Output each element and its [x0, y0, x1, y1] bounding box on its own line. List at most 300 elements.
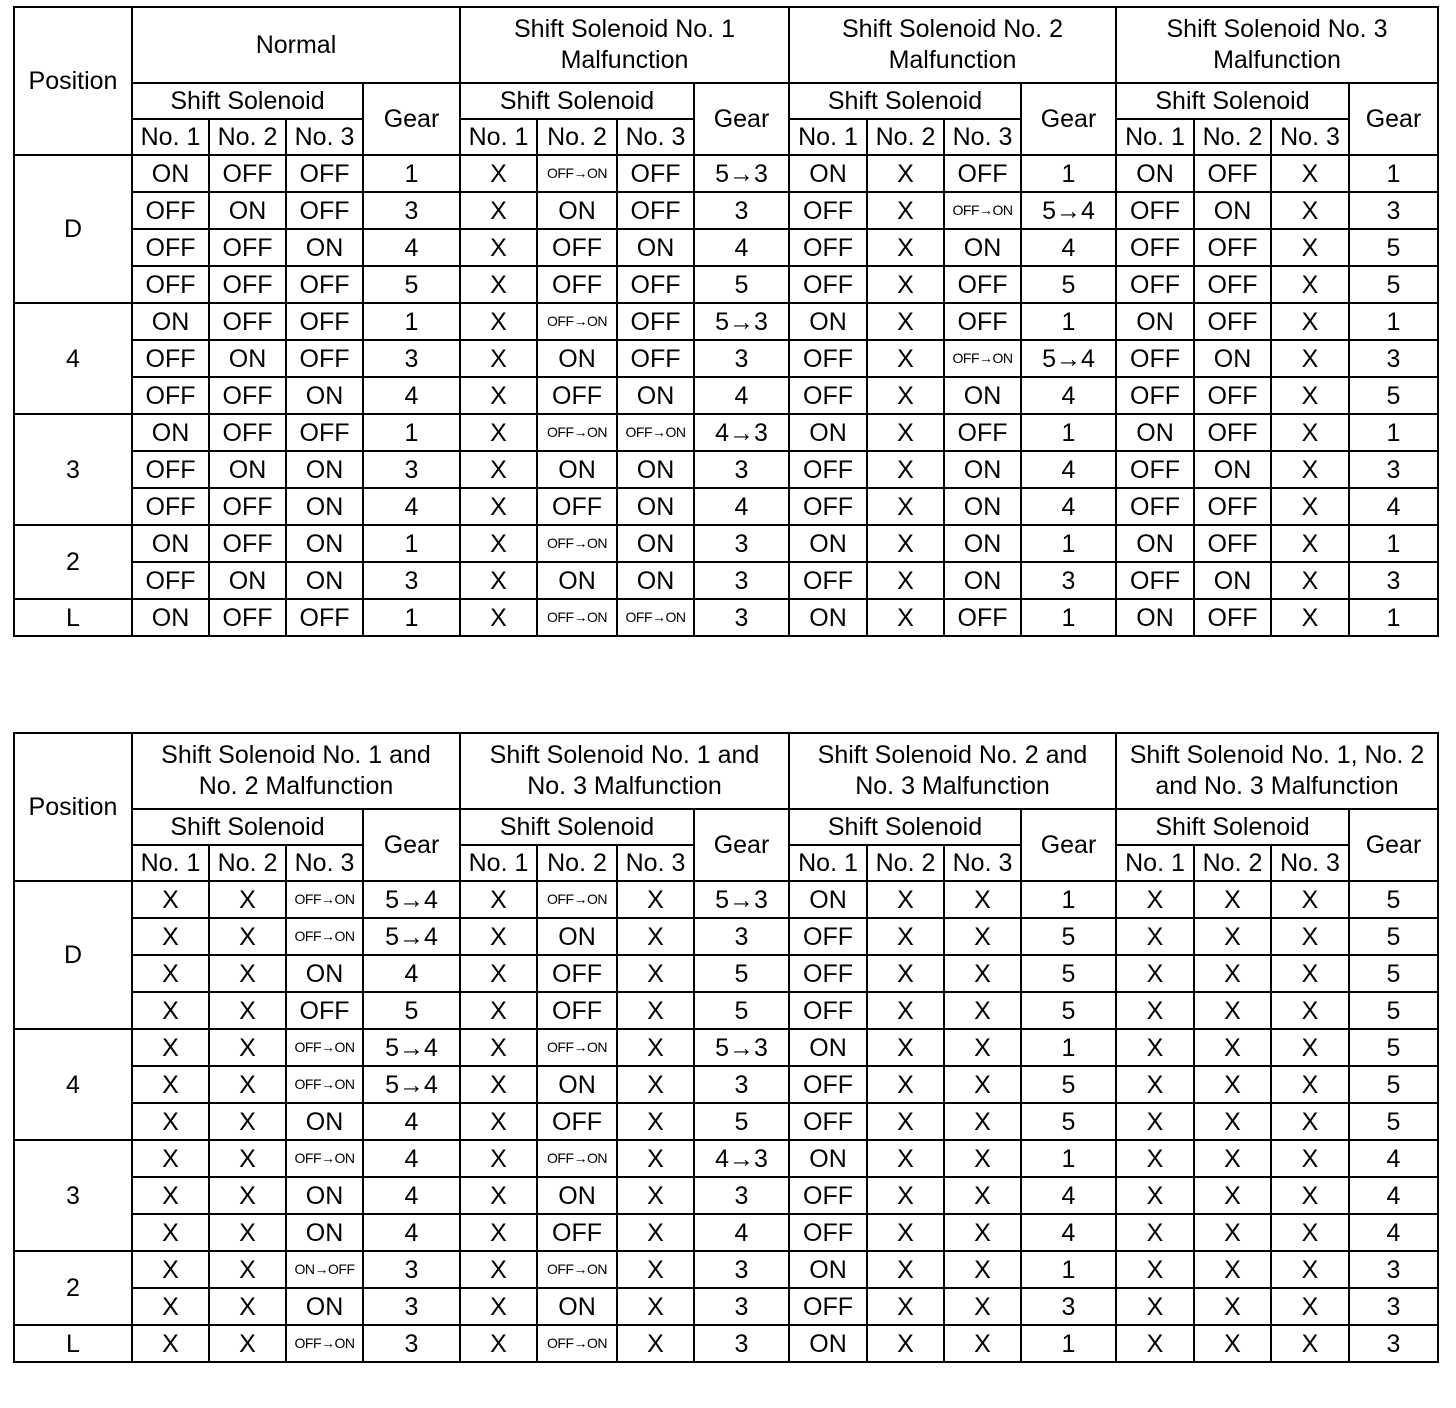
gear-cell: 3 — [694, 1325, 789, 1362]
group-header: Shift Solenoid No. 3 Malfunction — [1116, 7, 1438, 83]
solenoid-state-cell: X — [867, 451, 944, 488]
table-row — [14, 562, 1438, 599]
solenoid-state-cell: OFF — [209, 229, 286, 266]
solenoid-state-cell: X — [1194, 955, 1271, 992]
solenoid-state-cell: X — [867, 992, 944, 1029]
solenoid-state-cell: OFF — [789, 488, 867, 525]
solenoid-state-cell: OFF — [1116, 488, 1194, 525]
solenoid-state-cell: ON — [286, 1288, 363, 1325]
gear-cell: 3 — [694, 192, 789, 229]
gear-cell: 5 — [1021, 266, 1116, 303]
solenoid-state-cell: ON — [537, 1177, 617, 1214]
solenoid-state-cell: OFF→ON — [537, 414, 617, 451]
solenoid-state-cell: OFF — [286, 414, 363, 451]
solenoid-state-cell: OFF — [1194, 266, 1271, 303]
gear-cell: 3 — [694, 562, 789, 599]
solenoid-state-cell: X — [867, 266, 944, 303]
gear-cell: 1 — [1349, 155, 1438, 192]
gear-cell: 3 — [363, 562, 460, 599]
table-row — [14, 881, 1438, 918]
table-row — [14, 1029, 1438, 1066]
solenoid-state-cell: X — [132, 1029, 209, 1066]
solenoid-state-cell: X — [1116, 1066, 1194, 1103]
solenoid-number-header: No. 1 — [1116, 845, 1194, 881]
gear-cell: 5 — [1349, 918, 1438, 955]
gear-cell: 5 — [1021, 1103, 1116, 1140]
gear-cell: 3 — [1021, 562, 1116, 599]
solenoid-state-cell: OFF→ON — [537, 303, 617, 340]
gear-cell: 1 — [1349, 599, 1438, 636]
gear-cell: 5 — [363, 992, 460, 1029]
solenoid-state-cell: OFF — [1194, 155, 1271, 192]
gear-cell: 5 — [1349, 266, 1438, 303]
solenoid-state-cell: X — [1116, 881, 1194, 918]
gear-cell: 4 — [363, 488, 460, 525]
solenoid-state-cell: X — [867, 155, 944, 192]
solenoid-state-cell: X — [460, 1214, 537, 1251]
solenoid-state-cell: X — [209, 1066, 286, 1103]
group-header: Shift Solenoid No. 2 and No. 3 Malfunction — [789, 733, 1116, 809]
solenoid-state-cell: OFF — [1116, 451, 1194, 488]
solenoid-state-cell: X — [132, 1214, 209, 1251]
gear-cell: 4 — [363, 1103, 460, 1140]
solenoid-state-cell: X — [1271, 881, 1349, 918]
solenoid-state-cell: X — [617, 1066, 694, 1103]
solenoid-state-cell: OFF — [286, 155, 363, 192]
solenoid-number-header: No. 2 — [1194, 845, 1271, 881]
gear-cell: 5 — [1021, 992, 1116, 1029]
gear-cell: 5 — [1021, 955, 1116, 992]
solenoid-state-cell: ON — [789, 881, 867, 918]
solenoid-state-cell: X — [209, 1288, 286, 1325]
solenoid-state-cell: X — [617, 1251, 694, 1288]
solenoid-state-cell: OFF — [537, 955, 617, 992]
solenoid-state-cell: X — [1271, 1177, 1349, 1214]
solenoid-state-cell: X — [617, 1029, 694, 1066]
solenoid-state-cell: X — [1271, 155, 1349, 192]
solenoid-state-cell: X — [460, 1029, 537, 1066]
solenoid-state-cell: X — [867, 488, 944, 525]
solenoid-state-cell: X — [209, 1214, 286, 1251]
solenoid-state-cell: ON — [617, 229, 694, 266]
solenoid-state-cell: OFF — [537, 266, 617, 303]
solenoid-state-cell: ON — [286, 955, 363, 992]
solenoid-state-cell: ON — [789, 1325, 867, 1362]
table-row — [14, 229, 1438, 266]
group-header: Shift Solenoid No. 1 Malfunction — [460, 7, 789, 83]
solenoid-state-cell: OFF — [789, 451, 867, 488]
solenoid-state-cell: ON — [789, 155, 867, 192]
position-header: Position — [14, 7, 132, 155]
gear-cell: 1 — [1021, 1140, 1116, 1177]
gear-cell: 5 — [1349, 1103, 1438, 1140]
table-row — [14, 1140, 1438, 1177]
gear-cell: 4 — [1021, 229, 1116, 266]
solenoid-state-cell: ON — [132, 525, 209, 562]
solenoid-state-cell: X — [1271, 377, 1349, 414]
gear-cell: 3 — [363, 1288, 460, 1325]
solenoid-state-cell: ON — [209, 340, 286, 377]
solenoid-state-cell: ON — [286, 562, 363, 599]
solenoid-state-cell: X — [1194, 1066, 1271, 1103]
solenoid-state-cell: X — [1271, 414, 1349, 451]
gear-cell: 5 — [694, 955, 789, 992]
solenoid-state-cell: X — [1194, 1029, 1271, 1066]
solenoid-state-cell: X — [1271, 599, 1349, 636]
solenoid-state-cell: OFF — [537, 992, 617, 1029]
solenoid-state-cell: OFF→ON — [537, 1029, 617, 1066]
solenoid-number-header: No. 1 — [789, 845, 867, 881]
gear-cell: 4 — [694, 488, 789, 525]
gear-header: Gear — [363, 809, 460, 881]
gear-cell: 5 — [1349, 1066, 1438, 1103]
solenoid-state-cell: ON — [789, 1029, 867, 1066]
solenoid-state-cell: ON — [132, 155, 209, 192]
solenoid-state-cell: ON — [944, 451, 1021, 488]
solenoid-state-cell: X — [460, 192, 537, 229]
solenoid-state-cell: ON — [944, 525, 1021, 562]
solenoid-state-cell: ON — [789, 303, 867, 340]
solenoid-number-header: No. 1 — [789, 119, 867, 155]
solenoid-number-header: No. 2 — [209, 119, 286, 155]
solenoid-state-cell: OFF — [1194, 229, 1271, 266]
solenoid-state-cell: OFF — [789, 1288, 867, 1325]
gear-cell: 5 — [694, 1103, 789, 1140]
gear-cell: 5 — [363, 266, 460, 303]
solenoid-state-cell: X — [460, 881, 537, 918]
solenoid-number-header: No. 1 — [460, 119, 537, 155]
solenoid-state-cell: ON — [537, 1288, 617, 1325]
solenoid-state-cell: X — [460, 340, 537, 377]
solenoid-state-cell: OFF — [209, 303, 286, 340]
solenoid-state-cell: ON — [132, 414, 209, 451]
gear-cell: 1 — [363, 525, 460, 562]
solenoid-state-cell: OFF — [617, 303, 694, 340]
solenoid-state-cell: OFF→ON — [286, 918, 363, 955]
solenoid-state-cell: X — [1271, 918, 1349, 955]
position-cell: L — [14, 1325, 132, 1362]
solenoid-state-cell: OFF — [1116, 340, 1194, 377]
table-row — [14, 1103, 1438, 1140]
position-cell: D — [14, 155, 132, 303]
gear-cell: 3 — [694, 340, 789, 377]
gear-cell: 5→3 — [694, 1029, 789, 1066]
position-cell: D — [14, 881, 132, 1029]
solenoid-state-cell: X — [1194, 992, 1271, 1029]
solenoid-state-cell: X — [460, 488, 537, 525]
solenoid-state-cell: X — [944, 955, 1021, 992]
solenoid-state-cell: ON→OFF — [286, 1251, 363, 1288]
gear-cell: 1 — [1021, 414, 1116, 451]
solenoid-state-cell: OFF→ON — [286, 881, 363, 918]
gear-cell: 5→4 — [363, 1029, 460, 1066]
gear-cell: 1 — [1021, 155, 1116, 192]
solenoid-state-cell: OFF — [617, 192, 694, 229]
table-row — [14, 1177, 1438, 1214]
solenoid-state-cell: X — [944, 992, 1021, 1029]
gear-cell: 5 — [1349, 955, 1438, 992]
shift-solenoid-header: Shift Solenoid — [132, 83, 363, 119]
solenoid-state-cell: ON — [209, 192, 286, 229]
solenoid-table-multiple-malfunction — [13, 732, 1439, 1363]
solenoid-state-cell: X — [460, 414, 537, 451]
gear-cell: 4 — [1021, 1214, 1116, 1251]
solenoid-state-cell: X — [1116, 955, 1194, 992]
table-row — [14, 340, 1438, 377]
group-header: Shift Solenoid No. 2 Malfunction — [789, 7, 1116, 83]
solenoid-state-cell: X — [1116, 1251, 1194, 1288]
group-header: Shift Solenoid No. 1, No. 2 and No. 3 Malfunction — [1116, 733, 1438, 809]
solenoid-state-cell: ON — [1116, 599, 1194, 636]
solenoid-state-cell: X — [617, 1214, 694, 1251]
group-header: Shift Solenoid No. 1 and No. 3 Malfunction — [460, 733, 789, 809]
solenoid-state-cell: X — [460, 1251, 537, 1288]
table-row — [14, 1214, 1438, 1251]
position-header: Position — [14, 733, 132, 881]
solenoid-state-cell: X — [460, 918, 537, 955]
table-row — [14, 451, 1438, 488]
solenoid-state-cell: OFF→ON — [286, 1029, 363, 1066]
solenoid-state-cell: X — [867, 1325, 944, 1362]
gear-cell: 5→4 — [1021, 192, 1116, 229]
solenoid-state-cell: X — [617, 881, 694, 918]
solenoid-state-cell: X — [867, 1214, 944, 1251]
table-row — [14, 155, 1438, 192]
solenoid-state-cell: X — [1116, 1103, 1194, 1140]
solenoid-state-cell: OFF — [286, 192, 363, 229]
solenoid-state-cell: X — [867, 1140, 944, 1177]
table-row — [14, 192, 1438, 229]
solenoid-state-cell: X — [132, 1066, 209, 1103]
solenoid-number-header: No. 3 — [286, 119, 363, 155]
solenoid-number-header: No. 3 — [1271, 845, 1349, 881]
shift-solenoid-header: Shift Solenoid — [460, 809, 694, 845]
solenoid-state-cell: X — [460, 992, 537, 1029]
solenoid-number-header: No. 3 — [617, 119, 694, 155]
solenoid-state-cell: OFF — [1116, 562, 1194, 599]
solenoid-state-cell: X — [867, 562, 944, 599]
solenoid-number-header: No. 2 — [537, 119, 617, 155]
gear-cell: 5 — [1021, 918, 1116, 955]
table-row — [14, 1251, 1438, 1288]
solenoid-state-cell: X — [1194, 1288, 1271, 1325]
solenoid-state-cell: OFF — [944, 155, 1021, 192]
solenoid-state-cell: OFF — [1194, 414, 1271, 451]
gear-cell: 1 — [1349, 414, 1438, 451]
solenoid-state-cell: OFF — [789, 266, 867, 303]
solenoid-state-cell: X — [460, 1177, 537, 1214]
solenoid-state-cell: X — [132, 881, 209, 918]
solenoid-state-cell: OFF — [1116, 192, 1194, 229]
solenoid-state-cell: X — [867, 1177, 944, 1214]
solenoid-state-cell: OFF — [617, 266, 694, 303]
solenoid-state-cell: ON — [617, 488, 694, 525]
shift-solenoid-header: Shift Solenoid — [1116, 83, 1349, 119]
solenoid-state-cell: OFF — [132, 192, 209, 229]
solenoid-state-cell: X — [944, 1103, 1021, 1140]
solenoid-state-cell: X — [1271, 1325, 1349, 1362]
solenoid-state-cell: X — [1271, 1066, 1349, 1103]
solenoid-state-cell: OFF — [537, 1103, 617, 1140]
solenoid-state-cell: OFF→ON — [617, 414, 694, 451]
solenoid-state-cell: X — [944, 1029, 1021, 1066]
solenoid-state-cell: ON — [617, 377, 694, 414]
gear-cell: 3 — [1021, 1288, 1116, 1325]
shift-solenoid-header: Shift Solenoid — [789, 83, 1021, 119]
solenoid-state-cell: OFF — [132, 229, 209, 266]
solenoid-state-cell: X — [617, 918, 694, 955]
shift-solenoid-header: Shift Solenoid — [1116, 809, 1349, 845]
solenoid-state-cell: X — [867, 918, 944, 955]
solenoid-state-cell: OFF→ON — [537, 155, 617, 192]
solenoid-state-cell: X — [867, 525, 944, 562]
solenoid-state-cell: ON — [537, 451, 617, 488]
gear-header: Gear — [1349, 809, 1438, 881]
solenoid-state-cell: X — [867, 414, 944, 451]
solenoid-state-cell: OFF — [209, 266, 286, 303]
solenoid-state-cell: X — [132, 1177, 209, 1214]
gear-cell: 3 — [363, 1325, 460, 1362]
gear-header: Gear — [1021, 83, 1116, 155]
solenoid-state-cell: OFF→ON — [537, 1251, 617, 1288]
solenoid-state-cell: ON — [286, 1214, 363, 1251]
gear-cell: 3 — [1349, 1251, 1438, 1288]
solenoid-state-cell: X — [209, 918, 286, 955]
gear-cell: 4 — [1349, 1140, 1438, 1177]
gear-cell: 5 — [1349, 992, 1438, 1029]
solenoid-state-cell: X — [944, 918, 1021, 955]
solenoid-number-header: No. 3 — [1271, 119, 1349, 155]
gear-cell: 3 — [363, 451, 460, 488]
solenoid-state-cell: OFF→ON — [537, 881, 617, 918]
table-row — [14, 1325, 1438, 1362]
solenoid-state-cell: X — [1271, 1288, 1349, 1325]
solenoid-state-cell: X — [1116, 1029, 1194, 1066]
gear-cell: 5→4 — [1021, 340, 1116, 377]
gear-cell: 5 — [1349, 229, 1438, 266]
gear-cell: 4 — [1021, 488, 1116, 525]
solenoid-state-cell: ON — [1194, 562, 1271, 599]
solenoid-number-header: No. 2 — [867, 119, 944, 155]
solenoid-state-cell: X — [132, 1140, 209, 1177]
solenoid-state-cell: X — [460, 303, 537, 340]
solenoid-state-cell: OFF — [1194, 599, 1271, 636]
gear-cell: 1 — [1021, 599, 1116, 636]
gear-cell: 5 — [1021, 1066, 1116, 1103]
solenoid-state-cell: X — [132, 918, 209, 955]
solenoid-state-cell: OFF — [537, 229, 617, 266]
gear-cell: 5→3 — [694, 303, 789, 340]
solenoid-state-cell: X — [944, 1325, 1021, 1362]
solenoid-state-cell: OFF — [132, 377, 209, 414]
solenoid-state-cell: ON — [617, 562, 694, 599]
gear-cell: 3 — [694, 1288, 789, 1325]
gear-cell: 1 — [1021, 1251, 1116, 1288]
solenoid-state-cell: OFF — [286, 340, 363, 377]
solenoid-state-cell: OFF — [1194, 488, 1271, 525]
solenoid-state-cell: X — [1271, 192, 1349, 229]
gear-cell: 5 — [1349, 881, 1438, 918]
solenoid-state-cell: X — [460, 955, 537, 992]
solenoid-state-cell: X — [460, 562, 537, 599]
position-cell: 2 — [14, 525, 132, 599]
table-row — [14, 488, 1438, 525]
table-row — [14, 525, 1438, 562]
solenoid-state-cell: OFF→ON — [537, 525, 617, 562]
solenoid-state-cell: OFF→ON — [944, 192, 1021, 229]
solenoid-state-cell: ON — [209, 451, 286, 488]
solenoid-state-cell: X — [1116, 1214, 1194, 1251]
solenoid-state-cell: X — [1194, 881, 1271, 918]
solenoid-state-cell: X — [867, 1066, 944, 1103]
solenoid-state-cell: OFF — [789, 955, 867, 992]
solenoid-state-cell: X — [1271, 266, 1349, 303]
solenoid-state-cell: OFF — [789, 1103, 867, 1140]
gear-header: Gear — [694, 83, 789, 155]
solenoid-state-cell: X — [944, 1251, 1021, 1288]
gear-cell: 5 — [694, 992, 789, 1029]
solenoid-state-cell: OFF — [789, 1177, 867, 1214]
solenoid-state-cell: OFF — [209, 377, 286, 414]
solenoid-state-cell: X — [209, 1103, 286, 1140]
solenoid-state-cell: OFF→ON — [286, 1325, 363, 1362]
solenoid-state-cell: X — [132, 1251, 209, 1288]
solenoid-state-cell: X — [1116, 1140, 1194, 1177]
gear-cell: 3 — [1349, 340, 1438, 377]
solenoid-state-cell: ON — [286, 1177, 363, 1214]
solenoid-state-cell: OFF — [789, 340, 867, 377]
gear-cell: 4 — [1021, 1177, 1116, 1214]
solenoid-number-header: No. 2 — [537, 845, 617, 881]
solenoid-state-cell: X — [209, 881, 286, 918]
gear-cell: 4→3 — [694, 414, 789, 451]
solenoid-state-cell: ON — [789, 414, 867, 451]
solenoid-state-cell: ON — [132, 599, 209, 636]
gear-header: Gear — [1349, 83, 1438, 155]
solenoid-state-cell: X — [1271, 562, 1349, 599]
solenoid-number-header: No. 1 — [460, 845, 537, 881]
solenoid-state-cell: X — [132, 992, 209, 1029]
solenoid-state-cell: ON — [209, 562, 286, 599]
solenoid-state-cell: X — [1194, 1325, 1271, 1362]
solenoid-number-header: No. 2 — [867, 845, 944, 881]
table-row — [14, 1066, 1438, 1103]
solenoid-state-cell: ON — [286, 377, 363, 414]
position-cell: L — [14, 599, 132, 636]
solenoid-state-cell: OFF — [789, 562, 867, 599]
shift-solenoid-header: Shift Solenoid — [789, 809, 1021, 845]
solenoid-state-cell: X — [460, 451, 537, 488]
solenoid-state-cell: X — [209, 1251, 286, 1288]
solenoid-state-cell: OFF — [944, 303, 1021, 340]
gear-cell: 4 — [363, 1140, 460, 1177]
solenoid-state-cell: X — [209, 1177, 286, 1214]
solenoid-state-cell: OFF — [286, 303, 363, 340]
solenoid-state-cell: ON — [537, 562, 617, 599]
solenoid-state-cell: X — [1271, 525, 1349, 562]
gear-cell: 1 — [363, 155, 460, 192]
solenoid-state-cell: X — [867, 229, 944, 266]
solenoid-state-cell: OFF — [789, 1066, 867, 1103]
gear-header: Gear — [1021, 809, 1116, 881]
table-row — [14, 992, 1438, 1029]
solenoid-state-cell: ON — [944, 229, 1021, 266]
gear-cell: 1 — [1021, 525, 1116, 562]
solenoid-number-header: No. 1 — [132, 845, 209, 881]
solenoid-state-cell: X — [617, 1325, 694, 1362]
gear-cell: 3 — [694, 599, 789, 636]
solenoid-state-cell: X — [1116, 1325, 1194, 1362]
